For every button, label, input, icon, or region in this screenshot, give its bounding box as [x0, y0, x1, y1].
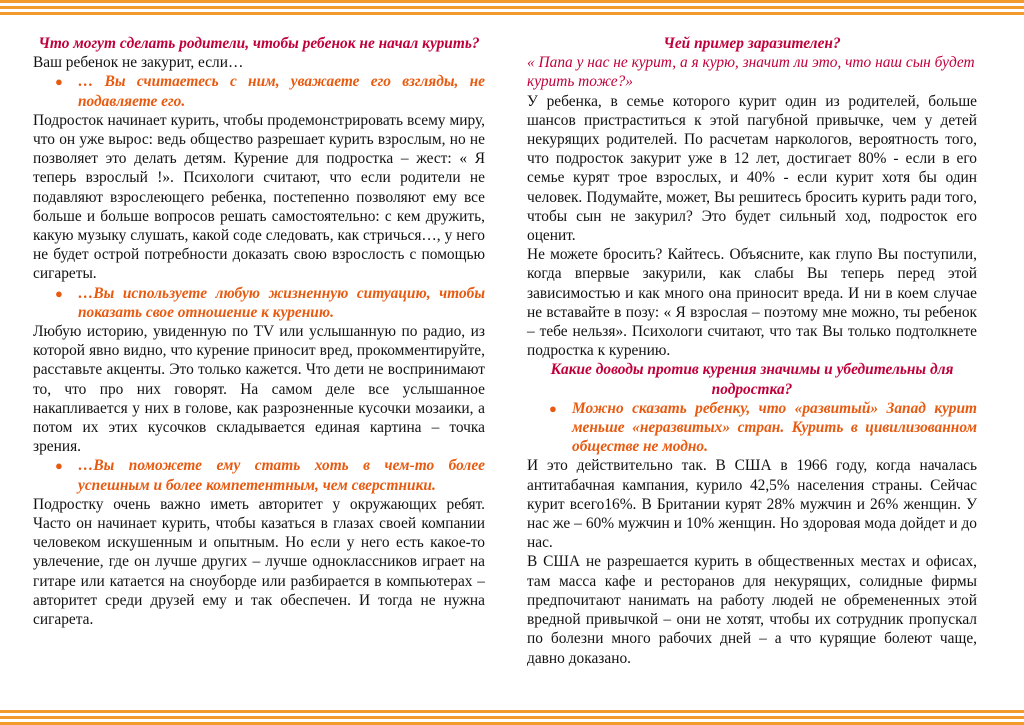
- left-paragraph-3: Подростку очень важно иметь авторитет у окружающих ребят. Часто он начинает курить, чтобы казаться в глазах своей компании человеком искушенным и опытным. Но если у него есть какое-то увлечение, где он лучше других – лучше одноклассников играет на гитаре или катается на сноуборде или разбирается в компьютерах – авторитет среди друзей ему и так обеспечен. И тогда не нужна сигарета.: [33, 495, 485, 629]
- bullet-icon: ●: [549, 400, 557, 416]
- right-column: [527, 34, 977, 668]
- left-paragraph-2: Любую историю, увиденную по TV или услышанную по радио, из которой явно видно, что курение приносит вред, прокомментируйте, расставьте акценты. Это только кажется. Что дети не воспринимают то, что про них говорят. На самом деле все услышанное накапливается у них в голове, как разрозненные кусочки мозаики, а потом их этих кусочков складывается единая картина – точка зрения.: [33, 323, 485, 456]
- right-heading: Чей пример заразителен?: [663, 35, 841, 52]
- right-heading-2: Какие доводы против курения значимы и убедительны для подростка?: [550, 361, 954, 398]
- left-bullet-3: ● …Вы поможете ему стать хоть в чем-то более успешным и более компетентным, чем сверстники.: [55, 457, 485, 494]
- right-paragraph-4: В США не разрешается курить в общественных местах и офисах, там масса кафе и ресторанов для некурящих, солидные фирмы предпочитают нанимать на работу людей не обремененных этой вредной привычкой – они не хотят, чтобы их сотрудник пропускал по болезни много рабочих дней – а что курящие болеют чаще, давно доказано.: [527, 553, 977, 667]
- right-bullet-1: ● Можно сказать ребенку, что «развитый» Запад курит меньше «неразвитых» стран. Курить в цивилизованном обществе не модно.: [549, 399, 977, 456]
- top-border: [0, 0, 1024, 15]
- left-bullet-1: ● … Вы считаетесь с ним, уважаете его взгляды, не подавляете его.: [55, 73, 485, 110]
- left-paragraph-1: Подросток начинает курить, чтобы продемонстрировать всему миру, что он уже вырос: ведь общество разрешает курить взрослым, но не позволяет это делать детям. Курение для подростка – жест: « Я теперь взрослый !». Психологи считают, что если родители не подавляют взрослеющего ребенка, постепенно позволяют ему все больше и больше вопросов решать самостоятельно: с кем дружить, какую музыку слушать, какой соде следовать, как стричься…, у него не будет острой потребности доказать свою взрослость с помощью сигареты.: [33, 111, 485, 283]
- left-intro: Ваш ребенок не закурит, если…: [33, 54, 244, 72]
- right-paragraph-3: И это действительно так. В США в 1966 году, когда началась антитабачная кампания, курило 42,5% населения страны. Сейчас курит всего16%. В Британии курят 28% мужчин и 26% женщин. У нас же – 60% мужчин и 10% женщин. Но здоровая мода дойдет и до нас.: [527, 457, 977, 552]
- right-paragraph-2: Не можете бросить? Кайтесь. Объясните, как глупо Вы поступили, когда впервые закурили, как слабы Вы теперь перед этой зависимостью и как много она приносит вреда. И ни в коем случае не вставайте в позу: « Я взрослая – поэтому мне можно, ты ребенок – тебе нельзя». Психологи считают, что так Вы только подтолкнете подростка к курению.: [527, 246, 977, 360]
- left-heading: Что могут сделать родители, чтобы ребенок не начал курить?: [38, 35, 480, 52]
- bottom-border: [0, 710, 1024, 725]
- bullet-icon: ●: [55, 285, 63, 301]
- left-bullet-2: ● …Вы используете любую жизненную ситуацию, чтобы показать свое отношение к курению.: [55, 284, 485, 321]
- right-paragraph-1: У ребенка, в семье которого курит один из родителей, больше шансов пристраститься к этой пагубной привычке, чем у детей некурящих родителей. По расчетам наркологов, вероятность того, что подросток закурит уже в 12 лет, достигает 80% - если в его семье курят трое взрослых, и 40% - если курит хотя бы один человек. Подумайте, может, Вы решитесь бросить курить ради того, чтобы сын не закурил? Это будет сильный ход, подросток его оценит.: [527, 92, 977, 245]
- left-column: [33, 34, 485, 629]
- bullet-icon: ●: [55, 458, 63, 474]
- bullet-icon: ●: [55, 74, 63, 90]
- right-quote: « Папа у нас не курит, а я курю, значит ли это, что наш сын будет курить тоже?»: [527, 54, 975, 91]
